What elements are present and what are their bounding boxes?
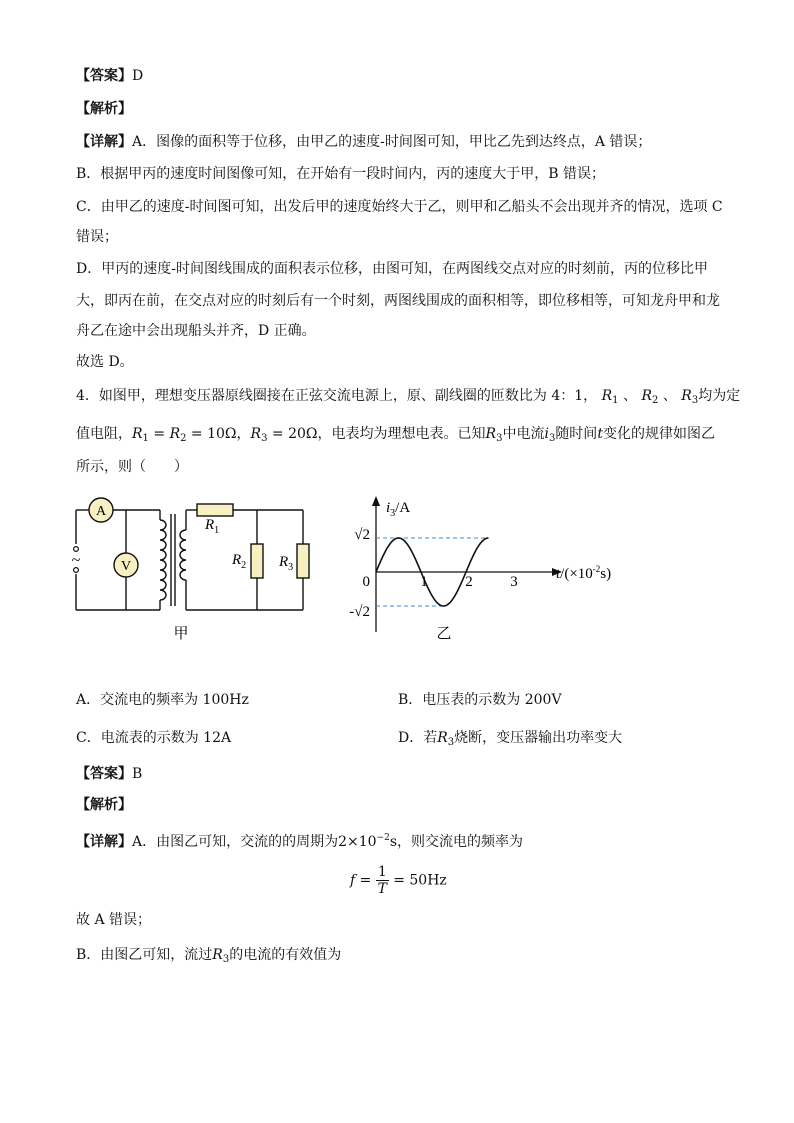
option-d-prefix: D．若 — [398, 730, 438, 746]
option-c[interactable]: C．电流表的示数为 12A — [76, 730, 232, 746]
formula-numerator: 1 — [377, 864, 387, 880]
current-time-graph — [340, 492, 630, 652]
q3-c-line1: C．由甲乙的速度-时间图可知，出发后甲的速度始终大于乙，则甲和乙船头不会出现并齐的情况，选项 C — [76, 199, 723, 215]
resistor-r3 — [297, 544, 309, 578]
q3-d-line3: 舟乙在途中会出现船头并齐，D 正确。 — [76, 323, 316, 339]
x-tick-3: 3 — [510, 574, 518, 590]
formula-f: f — [350, 872, 356, 889]
t-symbol: t — [597, 426, 603, 442]
q4-a-expl: A．由图乙可知，交流的的周期为 — [132, 834, 339, 850]
eq-r2-sub: 2 — [180, 433, 187, 444]
r2-label: $R_2$ — [232, 552, 247, 571]
q4-stem-line3: 所示，则（ ） — [76, 459, 188, 475]
q3-conclusion: 故选 D。 — [76, 354, 134, 370]
q3-answer-tag: 【答案】 — [76, 68, 132, 84]
q4-stem-line1 — [76, 386, 741, 406]
y-axis-label: $i_3/A$ — [386, 500, 411, 519]
q3-c-line2: 错误； — [76, 229, 118, 245]
q4-sep1: 、 — [623, 388, 637, 404]
circuit-caption: 甲 — [173, 626, 189, 642]
q4-b-r: R — [212, 947, 223, 963]
q4-answer-value: B — [132, 766, 143, 782]
q4-stem-line2: 值电阻，$R_1 = R_2 = 10\Omega$，$R_3 = 20\Omega$，电表均为理想电表。已知$R_3$中电流$i_3$随时间t变化的规律如图乙 — [76, 426, 715, 444]
r1-label: $R_1$ — [205, 517, 220, 536]
r1-symbol: R — [601, 388, 613, 404]
q3-d-line2: 大，即丙在前，在交点对应的时刻后有一个时刻，两图线围成的面积相等，即位移相等，可知龙舟甲和龙 — [76, 293, 720, 309]
q4-stem2-b: 中电流 — [502, 426, 545, 442]
eq-r3-sub: 3 — [261, 433, 268, 444]
r2-symbol: R — [641, 388, 652, 404]
q4-stem1-text: 4．如图甲，理想变压器原线圈接在正弦交流电源上，原、副线圈的匝数比为 4：1， — [76, 388, 598, 404]
eq-r2: R — [169, 426, 181, 442]
q3-detail-a — [76, 132, 736, 152]
q3-b-line: B．根据甲丙的速度时间图像可知，在开始有一段时间内，丙的速度大于甲，B 错误； — [76, 166, 606, 182]
r3-ref: R — [485, 426, 497, 442]
option-d-r-sub: 3 — [447, 737, 455, 748]
option-d[interactable] — [398, 728, 622, 748]
q4-b-r-sub: 3 — [222, 954, 230, 965]
q3-analysis-heading: 【解析】 — [76, 101, 132, 117]
i3-symbol: i — [544, 426, 549, 442]
formula-value: = 50Hz — [388, 872, 447, 889]
circuit-diagram — [60, 492, 320, 652]
eq-r1: R — [132, 426, 143, 442]
q4-b-expl-a: B．由图乙可知，流过 — [76, 947, 213, 963]
x-tick-2: 2 — [465, 574, 473, 590]
q3-answer — [76, 66, 736, 86]
option-a[interactable]: A．交流电的频率为 100Hz — [76, 692, 249, 708]
eq-r3: R — [250, 426, 262, 442]
r3-sub: 3 — [691, 395, 699, 406]
i3-sub: 3 — [548, 433, 556, 444]
formula-fraction — [376, 864, 389, 897]
option-b[interactable]: B．电压表的示数为 200V — [398, 692, 562, 708]
option-d-r: R — [437, 730, 448, 746]
option-d-text: 烧断，变压器输出功率变大 — [454, 730, 623, 746]
q4-detail-a — [76, 832, 736, 852]
resistor-r1 — [197, 504, 233, 516]
resistor-r2 — [251, 544, 263, 578]
q3-a-line: A．图像的面积等于位移，由甲乙的速度-时间图可知，甲比乙先到达终点，A 错误； — [132, 134, 652, 150]
x-tick-1: 1 — [420, 574, 428, 590]
r2-sub: 2 — [652, 395, 659, 406]
ammeter-label: A — [95, 504, 107, 519]
y-tick-bottom: -√2 — [349, 604, 370, 620]
eq-r3-value: = 20Ω，电表均为理想电表。已知 — [267, 426, 486, 442]
formula-denominator: T — [377, 881, 387, 897]
q4-detail-tag: 【详解】 — [76, 834, 132, 850]
q4-detail-b — [76, 945, 736, 965]
q4-stem1-end: 均为定 — [698, 388, 741, 404]
q4-stem2-c: 随时间 — [555, 426, 598, 442]
formula-eq: = — [355, 872, 376, 889]
y-tick-top: √2 — [354, 527, 370, 543]
r1-sub: 1 — [612, 395, 619, 406]
q4-answer — [76, 764, 736, 784]
y-axis-arrow — [372, 496, 380, 506]
voltmeter-label: V — [120, 559, 132, 574]
x-axis-label: $t/(\times 10^{-2}s)$ — [556, 564, 612, 582]
origin-label: 0 — [362, 574, 370, 590]
r3-label: $R_3$ — [279, 554, 294, 573]
frequency-formula — [350, 864, 447, 897]
q4-stem2-text: 值电阻， — [76, 426, 132, 442]
q4-analysis-heading: 【解析】 — [76, 797, 132, 813]
q4-a-conclusion: 故 A 错误； — [76, 912, 152, 928]
period-value: 2×10 — [338, 834, 377, 850]
q4-stem2-d: 变化的规律如图乙 — [602, 426, 715, 442]
q4-answer-tag: 【答案】 — [76, 766, 132, 782]
source-terminal-top — [74, 547, 79, 552]
eq-r1-sub: 1 — [142, 433, 149, 444]
eq-r1r2-value: = 10Ω， — [186, 426, 251, 442]
q3-d-line1: D．甲丙的速度-时间图线围成的面积表示位移，由图可知，在两图线交点对应的时刻前，丙的位移比甲 — [76, 261, 708, 277]
graph-caption: 乙 — [436, 626, 452, 642]
q3-answer-value: D — [132, 68, 144, 84]
ac-source-symbol: ~ — [71, 552, 81, 569]
r3-ref-sub: 3 — [496, 433, 503, 444]
period-exp: −2 — [376, 833, 390, 843]
q4-b-expl-b: 的电流的有效值为 — [229, 947, 342, 963]
q3-detail-tag: 【详解】 — [76, 134, 132, 150]
r3-symbol: R — [681, 388, 692, 404]
period-unit: s，则交流电的频率为 — [389, 834, 524, 850]
q4-sep2: 、 — [662, 388, 677, 404]
